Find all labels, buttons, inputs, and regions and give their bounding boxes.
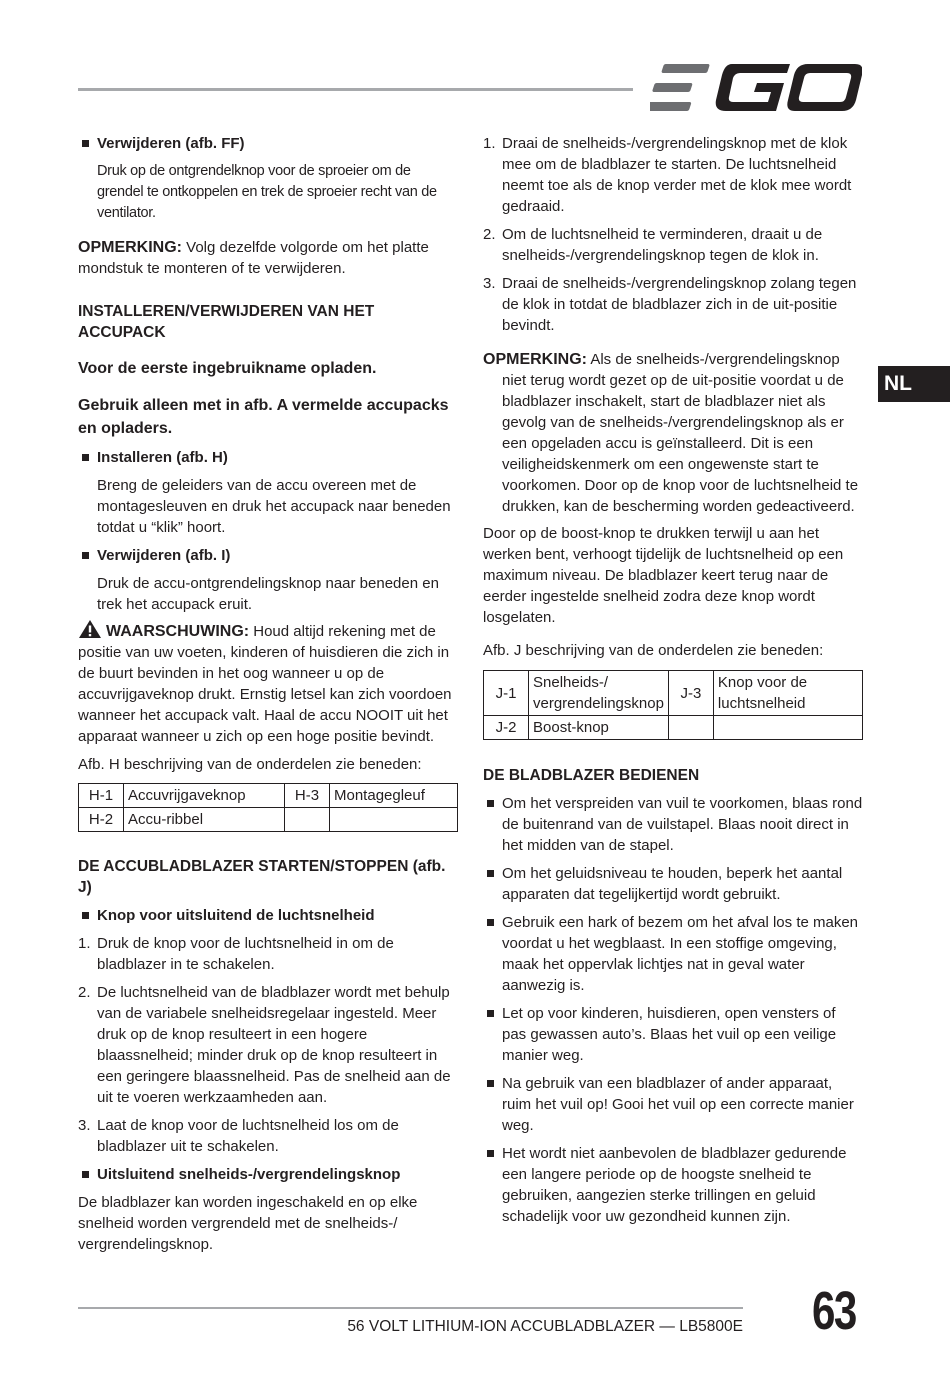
table-cell: H-1 bbox=[79, 784, 124, 808]
bullet-square-icon bbox=[487, 1080, 494, 1087]
bullet-text: Het wordt niet aanbevolen de bladblazer gedurende een langere periode op de hoogste snelheid te gebruiken, aangezien sterke trillingen en geluid schadelijk voor uw gezondheid kunnen zijn. bbox=[502, 1145, 847, 1225]
lock-only-title: Uitsluitend snelheids-/vergrendelingsknop bbox=[97, 1166, 401, 1183]
knob-only-item bbox=[78, 905, 460, 926]
list-item bbox=[483, 273, 863, 336]
bullet-square-icon bbox=[82, 552, 89, 559]
table-cell: H-2 bbox=[79, 808, 124, 832]
remove-ff-title: Verwijderen (afb. FF) bbox=[97, 135, 245, 152]
note-2 bbox=[483, 349, 863, 517]
bullet-square-icon bbox=[487, 1010, 494, 1017]
table-row bbox=[79, 784, 458, 808]
footer-rule bbox=[78, 1307, 743, 1309]
table-row bbox=[484, 716, 863, 740]
step-number: 2. bbox=[78, 984, 91, 1001]
remove-i-body: Druk de accu-ontgrendelingsknop naar beneden en trek het accupack eruit. bbox=[97, 575, 439, 613]
bullet-text: Om het geluidsniveau te houden, beperk het aantal apparaten dat tegelijkertijd wordt gebruikt. bbox=[502, 865, 843, 903]
bullet-square-icon bbox=[487, 1150, 494, 1157]
bullet-text: Gebruik een hark of bezem om het afval los te maken voordat u het wegblaast. In een stoffige omgeving, maak het oppervlak lichtjes nat in geval water aanwezig is. bbox=[502, 914, 859, 994]
bullet-square-icon bbox=[487, 870, 494, 877]
list-item bbox=[483, 1073, 863, 1136]
table-row bbox=[79, 808, 458, 832]
note-2-body: Als de snelheids-/vergrendelingsknop niet terug wordt gezet op de uit-positie voordat u de bladblazer inschakelt, start de bladblazer niet als gevolg van de snelheids-/vergrendelingsknop als er een opgeladen accu is geïnstalleerd. Dit is een veiligheidskenmerk om een ongewenste start te voorkomen. Door op de knop voor de luchtsnelheid te drukken, kan de bescherming worden gedeactiveerd. bbox=[502, 351, 859, 515]
table-cell: Montagegleuf bbox=[330, 784, 458, 808]
table-h-caption: Afb. H beschrijving van de onderdelen zie beneden: bbox=[78, 756, 422, 773]
note-1-label: OPMERKING: bbox=[78, 239, 182, 256]
list-item bbox=[78, 933, 460, 975]
list-item bbox=[483, 1143, 863, 1227]
table-row bbox=[484, 671, 863, 716]
table-cell: Boost-knop bbox=[529, 716, 669, 740]
bullet-square-icon bbox=[487, 800, 494, 807]
step-text: Druk de knop voor de luchtsnelheid in om de bladblazer in te schakelen. bbox=[97, 935, 394, 973]
start-stop-heading: DE ACCUBLADBLAZER STARTEN/STOPPEN (afb. J) bbox=[78, 858, 446, 896]
ego-logo bbox=[650, 64, 862, 112]
bullet-square-icon bbox=[82, 140, 89, 147]
step-number: 1. bbox=[483, 135, 496, 152]
table-cell bbox=[330, 808, 458, 832]
list-item bbox=[483, 863, 863, 905]
table-cell: Accuvrijgaveknop bbox=[124, 784, 285, 808]
note-2-label: OPMERKING: bbox=[483, 351, 587, 368]
left-column bbox=[78, 133, 460, 1255]
step-number: 3. bbox=[483, 275, 496, 292]
page-number: 63 bbox=[812, 1281, 856, 1341]
warning-block bbox=[78, 619, 460, 747]
step-text: Om de luchtsnelheid te verminderen, draait u de snelheids-/vergrendelingsknop tegen de klok in. bbox=[502, 226, 823, 264]
use-only-text: Gebruik alleen met in afb. A vermelde accupacks en opladers. bbox=[78, 397, 449, 437]
lock-only-body: De bladblazer kan worden ingeschakeld en op elke snelheid worden vergrendeld met de snelheids-/ vergrendelingsknop. bbox=[78, 1194, 418, 1253]
table-cell bbox=[285, 808, 330, 832]
operate-heading: DE BLADBLAZER BEDIENEN bbox=[483, 767, 700, 784]
remove-ff-item bbox=[78, 133, 460, 154]
table-cell: Accu-ribbel bbox=[124, 808, 285, 832]
lock-steps-list bbox=[483, 133, 863, 336]
install-h-body: Breng de geleiders van de accu overeen met de montagesleuven en druk het accupack naar beneden totdat u “klik” hoort. bbox=[97, 477, 451, 536]
boost-body: Door op de boost-knop te drukken terwijl u aan het werken bent, verhoogt tijdelijk de luchtsnelheid op een maximum niveau. De bladblazer keert terug naar de eerder ingestelde snelheid zodra deze knop wordt losgelaten. bbox=[483, 525, 844, 626]
table-cell: J-2 bbox=[484, 716, 529, 740]
footer-title: 56 VOLT LITHIUM-ION ACCUBLADBLAZER — LB5800E bbox=[347, 1318, 743, 1335]
bullet-square-icon bbox=[82, 912, 89, 919]
note-1 bbox=[78, 237, 460, 279]
right-column bbox=[483, 133, 863, 1227]
bullet-square-icon bbox=[82, 454, 89, 461]
table-cell: Knop voor de luchtsnelheid bbox=[713, 671, 862, 716]
step-number: 3. bbox=[78, 1117, 91, 1134]
list-item bbox=[483, 133, 863, 217]
bullet-text: Om het verspreiden van vuil te voorkomen, blaas rond de buitenrand van de vuilstapel. Blaas nooit direct in het midden van de stapel. bbox=[502, 795, 863, 854]
list-item bbox=[483, 1003, 863, 1066]
list-item bbox=[483, 912, 863, 996]
install-h-item bbox=[78, 447, 460, 468]
knob-steps-list bbox=[78, 933, 460, 1157]
lock-only-item bbox=[78, 1164, 460, 1185]
list-item bbox=[78, 1115, 460, 1157]
table-cell bbox=[713, 716, 862, 740]
list-item bbox=[78, 982, 460, 1108]
knob-only-title: Knop voor uitsluitend de luchtsnelheid bbox=[97, 907, 375, 924]
table-cell: J-1 bbox=[484, 671, 529, 716]
language-tab: NL bbox=[878, 366, 950, 402]
table-cell: H-3 bbox=[285, 784, 330, 808]
bullet-square-icon bbox=[487, 919, 494, 926]
step-text: De luchtsnelheid van de bladblazer wordt met behulp van de variabele snelheidsregelaar ingesteld. Meer druk op de knop resulteert in een hogere blaassnelheid; minder druk op de knop resulteert in een geringere blaassnelheid. Pas de snelheid aan de uit te voeren werkzaamheden aan. bbox=[97, 984, 451, 1106]
table-cell: Snelheids-/ vergrendelingsknop bbox=[529, 671, 669, 716]
battery-heading: INSTALLEREN/VERWIJDEREN VAN HET ACCUPACK bbox=[78, 303, 375, 341]
table-j-caption: Afb. J beschrijving van de onderdelen zie beneden: bbox=[483, 642, 824, 659]
install-h-title: Installeren (afb. H) bbox=[97, 449, 228, 466]
table-cell: J-3 bbox=[668, 671, 713, 716]
operate-bullets-list bbox=[483, 793, 863, 1227]
step-text: Draai de snelheids-/vergrendelingsknop zolang tegen de klok in totdat de bladblazer zich in de uit-positie bevindt. bbox=[502, 275, 857, 334]
header-rule bbox=[78, 88, 633, 91]
warning-body: Houd altijd rekening met de positie van uw voeten, kinderen of huisdieren die zich in de buurt bevinden in het oog wanneer u op de accuvrijgaveknop drukt. Ernstig letsel kan zich voordoen wanneer het accupack valt. Haal de accu NOOIT uit het apparaat wanneer u zich op een hoge positie bevindt. bbox=[78, 623, 452, 745]
step-text: Draai de snelheids-/vergrendelingsknop met de klok mee om de bladblazer te starten. De luchtsnelheid neemt toe als de knop verder met de klok mee wordt gedraaid. bbox=[502, 135, 852, 215]
remove-ff-body: Druk op de ontgrendelknop voor de sproeier om de grendel te ontkoppelen en trek de sproeier recht van de ventilator. bbox=[97, 163, 437, 221]
warning-label: WAARSCHUWING: bbox=[106, 623, 250, 640]
remove-i-title: Verwijderen (afb. I) bbox=[97, 547, 231, 564]
charge-first-text: Voor de eerste ingebruikname opladen. bbox=[78, 360, 377, 377]
bullet-text: Na gebruik van een bladblazer of ander apparaat, ruim het vuil op! Gooi het vuil op een correcte manier weg. bbox=[502, 1075, 854, 1134]
table-cell bbox=[668, 716, 713, 740]
remove-i-item bbox=[78, 545, 460, 566]
bullet-text: Let op voor kinderen, huisdieren, open vensters of pas gewassen auto’s. Blaas het vuil op een veilige manier weg. bbox=[502, 1005, 837, 1064]
parts-table-h bbox=[78, 783, 458, 832]
step-number: 2. bbox=[483, 226, 496, 243]
list-item bbox=[483, 224, 863, 266]
parts-table-j bbox=[483, 670, 863, 740]
list-item bbox=[483, 793, 863, 856]
bullet-square-icon bbox=[82, 1171, 89, 1178]
step-number: 1. bbox=[78, 935, 91, 952]
step-text: Laat de knop voor de luchtsnelheid los om de bladblazer uit te schakelen. bbox=[97, 1117, 399, 1155]
warning-triangle-icon bbox=[78, 619, 102, 639]
note-1-body: Volg dezelfde volgorde om het platte mondstuk te monteren of te verwijderen. bbox=[78, 239, 429, 277]
